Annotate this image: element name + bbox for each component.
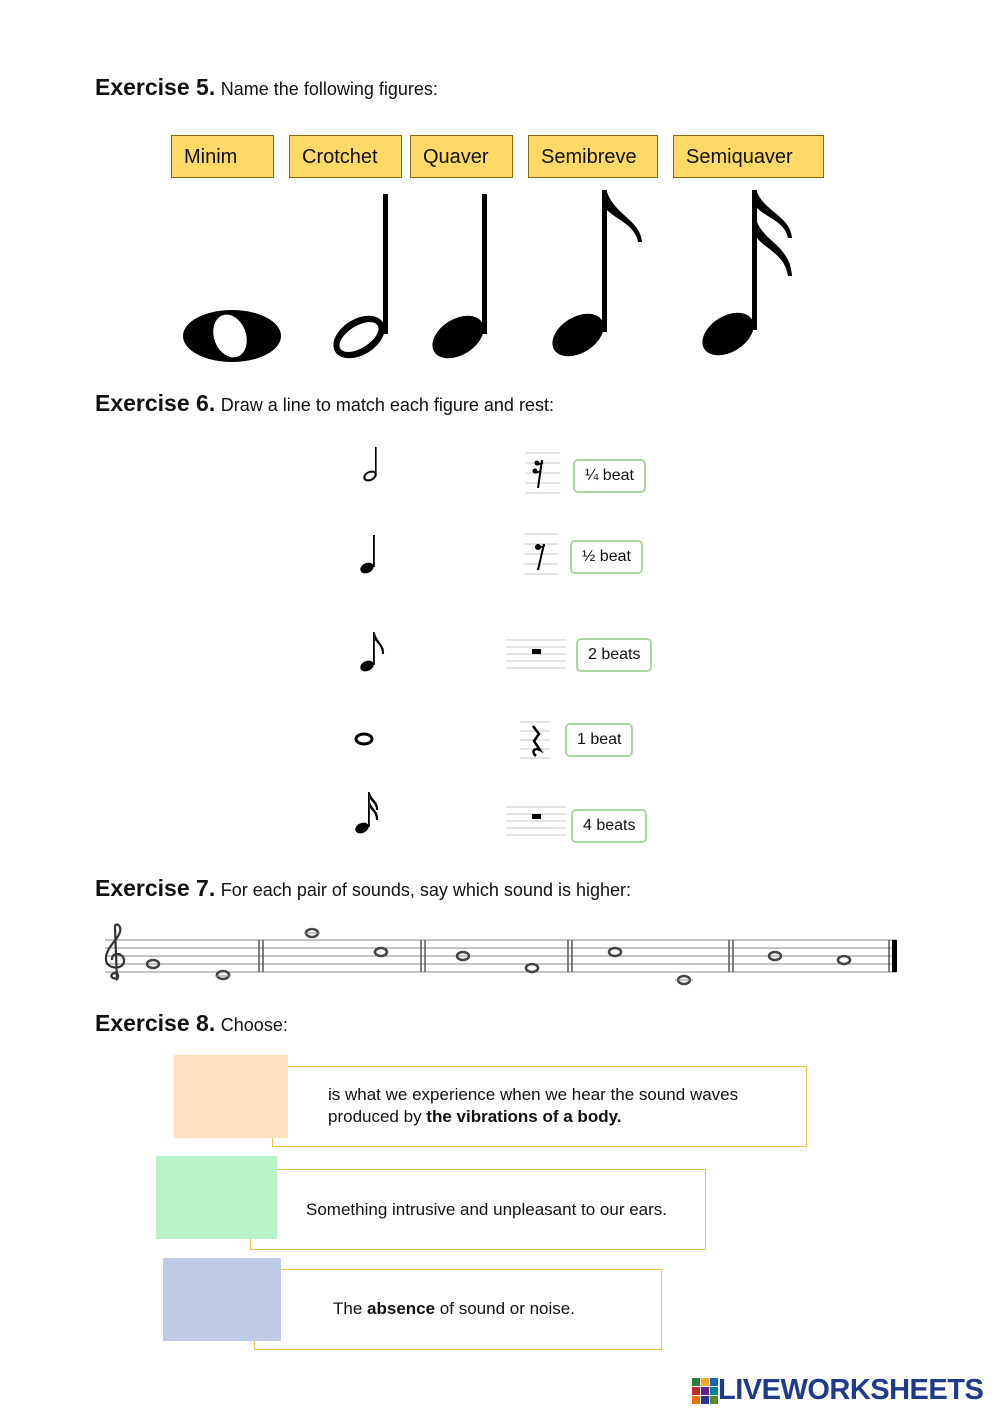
- exercise6-heading: [95, 390, 554, 417]
- quaver-small-icon: [359, 632, 385, 673]
- crotchet-small-icon: [359, 535, 376, 575]
- exercise7-title: Exercise 7.: [95, 875, 216, 901]
- exercise6-instruction: Draw a line to match each figure and rest:: [220, 395, 554, 415]
- exercise7-instruction: For each pair of sounds, say which sound is higher:: [220, 880, 632, 900]
- minim-rest-icon: [532, 649, 541, 654]
- crotchet-note-icon: [425, 194, 492, 367]
- exercise5-title: Exercise 5.: [95, 74, 216, 100]
- semiquaver-note-icon: [695, 190, 792, 364]
- minim-small-icon: [363, 447, 377, 482]
- quaver-rest-icon: [535, 544, 545, 570]
- beat-box-one[interactable]: 1 beat: [565, 723, 633, 757]
- definition-noise-text: Something intrusive and unpleasant to our ears.: [306, 1200, 668, 1219]
- exercise8-instruction: Choose:: [220, 1015, 288, 1035]
- figure-label-semibreve[interactable]: Semibreve: [528, 135, 658, 178]
- liveworksheets-logo-text: LIVEWORKSHEETS: [718, 1374, 984, 1406]
- answer-box-2[interactable]: [156, 1156, 277, 1239]
- definition-sound-line1: is what we experience when we hear the sound waves: [328, 1085, 739, 1104]
- figure-label-semiquaver[interactable]: Semiquaver: [673, 135, 824, 178]
- definition-sound-line2: produced by the vibrations of a body.: [328, 1107, 622, 1126]
- beat-box-two[interactable]: 2 beats: [576, 638, 652, 672]
- beat-box-half[interactable]: ½ beat: [570, 540, 643, 574]
- semibreve-note-icon: [183, 310, 281, 362]
- answer-box-1[interactable]: [174, 1055, 288, 1138]
- definition-silence-text: The absence of sound or noise.: [333, 1299, 575, 1318]
- beat-box-four[interactable]: 4 beats: [571, 809, 647, 843]
- exercise5-heading: [95, 74, 438, 101]
- semibreve-small-icon: [356, 734, 372, 744]
- exercise8-heading: [95, 1010, 288, 1037]
- definition-box-noise: [250, 1169, 706, 1250]
- exercise6-notes: [345, 440, 395, 840]
- minim-note-icon: [326, 194, 393, 367]
- definition-box-sound: [272, 1066, 807, 1147]
- liveworksheets-logo-icon: [692, 1378, 718, 1404]
- exercise6-title: Exercise 6.: [95, 390, 216, 416]
- exercise8-title: Exercise 8.: [95, 1010, 216, 1036]
- exercise7-heading: [95, 875, 631, 902]
- figure-label-quaver[interactable]: Quaver: [410, 135, 513, 178]
- note-figures: [170, 180, 830, 370]
- answer-box-3[interactable]: [163, 1258, 281, 1341]
- exercise5-instruction: Name the following figures:: [220, 79, 438, 99]
- figure-label-minim[interactable]: Minim: [171, 135, 274, 178]
- semibreve-rest-icon: [532, 814, 541, 819]
- figure-label-crotchet[interactable]: Crotchet: [289, 135, 402, 178]
- semiquaver-rest-icon: [533, 460, 544, 488]
- exercise6-rests: [500, 450, 575, 850]
- quaver-note-icon: [545, 190, 642, 365]
- staff-exercise: [95, 918, 905, 993]
- beat-box-quarter[interactable]: ¼ beat: [573, 459, 646, 493]
- semiquaver-small-icon: [354, 792, 379, 835]
- final-barline: [892, 940, 897, 972]
- definition-box-silence: [254, 1269, 662, 1350]
